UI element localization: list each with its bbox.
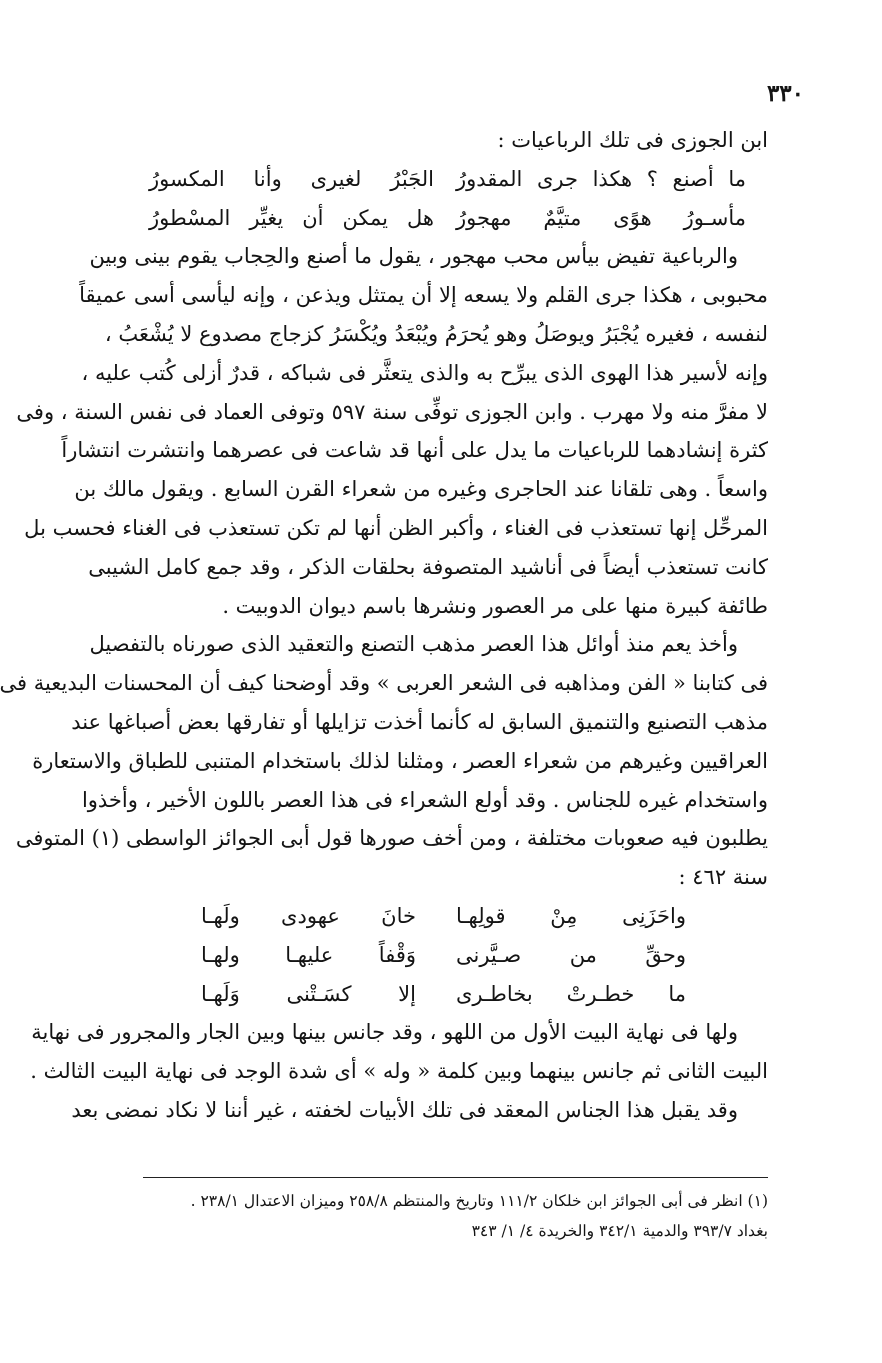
verse-hemistich-second: هل يمكن أن يغيِّر المسْطورُ bbox=[149, 205, 434, 230]
text-line: فى كتابنا « الفن ومذاهبه فى الشعر العربى » وقد أوضحنا كيف أن المحسنات البديعية فى bbox=[0, 671, 768, 696]
text-line: محبوبى ، هكذا جرى القلم ولا يسعه إلا أن يمتثل ويذعن ، وإنه ليأسى أسى عميقاً bbox=[79, 283, 768, 308]
verse-line bbox=[143, 936, 768, 975]
verse-hemistich-first: وحقِّ من صـيَّرنى bbox=[456, 942, 686, 967]
verse-line bbox=[143, 199, 768, 238]
footnote-separator bbox=[143, 1177, 768, 1178]
verse-hemistich-second: الجَبْرُ لغيرى وأنا المكسورُ bbox=[149, 166, 434, 191]
verse-line bbox=[143, 160, 768, 199]
footnote-line: (١) انظر فى أبى الجوائز ابن خلكان ١١١/٢ وتاريخ والمنتظم ٢٥٨/٨ وميزان الاعتدال ٢٣٨/١ . bbox=[190, 1192, 768, 1210]
text-line: مذهب التصنيع والتنميق السابق له كأنما أخذت تزايلها أو تفارقها بعض أصباغها عند bbox=[71, 709, 768, 734]
text-line: وأخذ يعم منذ أوائل هذا العصر مذهب التصنع والتعقيد الذى صورناه بالتفصيل bbox=[89, 632, 738, 657]
text-line: لا مفرَّ منه ولا مهرب . وابن الجوزى توفِّى سنة ٥٩٧ وتوفى العماد فى نفس السنة ، وفى bbox=[16, 399, 768, 424]
text-line: يطلبون فيه صعوبات مختلفة ، ومن أخف صورها قول أبى الجوائز الواسطى (١) المتوفى bbox=[15, 826, 768, 851]
text-line: وقد يقبل هذا الجناس المعقد فى تلك الأبيات لخفته ، غير أننا لا نكاد نمضى بعد bbox=[71, 1097, 738, 1122]
verse-line bbox=[143, 897, 768, 936]
text-line: والرباعية تفيض بيأس محب مهجور ، يقول ما أصنع والحِجاب يقوم بينى وبين bbox=[89, 244, 738, 269]
text-line: واستخدام غيره للجناس . وقد أولع الشعراء فى هذا العصر باللون الأخير ، وأخذوا bbox=[81, 787, 768, 812]
verse-hemistich-second: خانَ عهودى ولَهـا bbox=[201, 903, 416, 928]
page-number: ٣٣٠ bbox=[766, 80, 804, 107]
verse-hemistich-first: مأسـورُ هوًى متيَّمٌ مهجورُ bbox=[456, 205, 746, 230]
verse-hemistich-second: إلا كسَـتْنى وَلَهـا bbox=[201, 981, 416, 1006]
top-text-block bbox=[0, 121, 768, 1130]
text-line: كانت تستعذب أيضاً فى أناشيد المتصوفة بحلقات الذكر ، وقد جمع كامل الشيبى bbox=[88, 554, 768, 579]
verse-hemistich-first: واحَزَنِى مِنْ قولِهـا bbox=[456, 903, 686, 928]
verse-hemistich-first: ما خطـرتْ بخاطـرى bbox=[456, 981, 686, 1006]
text-line: البيت الثانى ثم جانس بينهما وبين كلمة « وله » أى شدة الوجد فى نهاية البيت الثالث . bbox=[30, 1059, 768, 1084]
verse-line bbox=[143, 975, 768, 1014]
text-line: المرحِّل إنها تستعذب فى الغناء ، وأكبر الظن أنها لم تكن تستعذب فى الغناء فحسب بل bbox=[24, 515, 768, 540]
text-line: واسعاً . وهى تلقانا عند الحاجرى وغيره من شعراء القرن السابع . ويقول مالك بن bbox=[74, 477, 768, 502]
text-line: لنفسه ، فغيره يُجْبَرُ ويوصَلُ وهو يُحرَمُ ويُبْعَدُ ويُكْسَرُ كزجاج مصدوع لا يُشْعَبُ ، bbox=[104, 321, 768, 346]
footnotes bbox=[143, 1186, 768, 1246]
verse-hemistich-second: وَقْفاً عليهـا ولهـا bbox=[201, 942, 416, 967]
footnote-line: بغداد ٣٩٣/٧ والدمية ٣٤٢/١ والخريدة ٤/ ١/ ٣٤٣ bbox=[471, 1222, 768, 1240]
text-line: ابن الجوزى فى تلك الرباعيات : bbox=[497, 128, 768, 152]
verse-hemistich-first: ما أصنع ؟ هكذا جرى المقدورُ bbox=[456, 166, 746, 191]
text-line: طائفة كبيرة منها على مر العصور ونشرها باسم ديوان الدوبيت . bbox=[222, 593, 768, 618]
text-line: كثرة إنشادهما للرباعيات ما يدل على أنها قد شاعت فى عصرهما وانتشرت انتشاراً bbox=[61, 438, 768, 463]
text-line: ولها فى نهاية البيت الأول من اللهو ، وقد جانس بينها وبين الجار والمجرور فى نهاية bbox=[31, 1020, 738, 1045]
text-line: وإنه لأسير هذا الهوى الذى يبرِّح به والذى يتعثَّر فى شباكه ، قدرٌ أزلى كُتب عليه ، bbox=[81, 360, 768, 385]
text-line: العراقيين وغيرهم من شعراء العصر ، ومثلنا لذلك باستخدام المتنبى للطباق والاستعارة bbox=[32, 748, 768, 773]
text-line: سنة ٤٦٢ : bbox=[678, 865, 768, 890]
